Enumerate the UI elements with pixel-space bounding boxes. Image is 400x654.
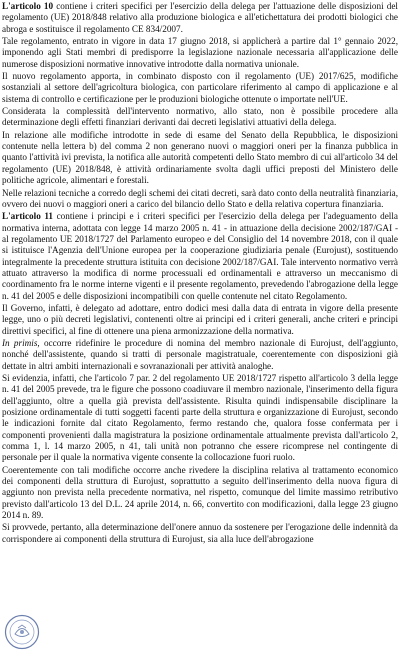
paragraph-text: , occorre ridefinire le procedure di nomina del membro nazionale di Eurojust, dell'aggiunto, nonché dell'assistente, quando si tratti di personale magistratuale, coerentemente con disposizioni già dettate in altri ambiti internazionali e sovranazionali per attività analoghe. [2,337,398,371]
article-11-heading: L'articolo 11 [2,211,54,222]
paragraph-text: contiene i criteri specifici per l'esercizio della delega per l'attuazione delle disposizioni del regolamento (UE) 2018/848 relativo alla produzione biologica e all'etichettatura dei prodotti biologici che abroga e sostituisce il regolamento CE 834/2007. [2,1,398,34]
paragraph-article-10 [2,0,398,35]
paragraph-economic-treatment [2,464,398,522]
paragraph-annual-cost [2,521,398,545]
paragraph-text: Si evidenzia, infatti, che l'articolo 7 par. 2 del regolamento UE 2018/1727 rispetto all'articolo 3 della legge n. 41 del 2005 prevede, tra le figure che possono coadiuvare il membro nazionale, l'inserimento della figura dell'aggiunto, oltre a quella già prevista dell'assistente. Risulta quindi indispensabile disciplinare la posizione ordinamentale di tutti soggetti facenti parte della struttura e organizzazione di Eurojust, secondo le indicazioni fornite dal citato Regolamento, fermo restando che, qualora fosse confermata per i componenti provenienti dalla magistratura la posizione ordinamentale attualmente prevista dall'articolo 2, comma 1, l. 14 marzo 2005, n 41, tali unità non potranno che essere ricomprese nel contingente di personale per il quale la normativa vigente consente la collocazione fuori ruolo. [2,373,398,463]
in-primis-lead: In primis [2,337,38,348]
official-seal-icon [4,614,40,650]
paragraph-complexity [2,105,398,129]
paragraph-senate-changes [2,129,398,187]
paragraph-text: Considerata la complessità dell'intervento normativo, allo stato, non è possibile procedere alla determinazione degli effetti finanziari derivanti dai decreti legislativi attuativi della delega. [2,106,398,128]
paragraph-text: Tale regolamento, entrato in vigore in data 17 giugno 2018, si applicherà a partire dal 1° gennaio 2022, imponendo agli Stati membri di predisporre la legislazione nazionale necessaria all'applicazione delle numerose disposizioni normative innovative introdotte dalla normativa unionale. [2,36,398,69]
article-10-heading: L'articolo 10 [2,1,54,11]
document-page [2,0,398,654]
paragraph-text: Il Governo, infatti, è delegato ad adottare, entro dodici mesi dalla data di entrata in vigore della presente legge, uno o più decreti legislativi, contenenti oltre ai principi ed i criteri generali, anche criteri e principi direttivi specifici, al fine di ottenere una piena armonizzazione della normativa. [2,302,398,336]
paragraph-in-primis [2,337,398,372]
paragraph-article-11 [2,210,398,302]
paragraph-text: Si provvede, pertanto, alla determinazione dell'onere annuo da sostenere per l'erogazione delle indennità da corrispondere ai componenti della struttura di Eurojust, sia alla luce dell'abrogazione [2,522,398,544]
paragraph-text: Il nuovo regolamento apporta, in combinato disposto con il regolamento (UE) 2017/625, modifiche sostanziali al settore dell'agricoltura biologica, con particolare riferimento al campo di applicazione e al sistema di controllo e certificazione per le produzioni biologiche ottenute o importate nell'UE. [2,71,398,104]
paragraph-article-7 [2,372,398,464]
paragraph-new-regulation [2,70,398,105]
paragraph-text: Nelle relazioni tecniche a corredo degli schemi dei citati decreti, sarà dato conto della neutralità finanziaria, ovvero dei nuovi o maggiori oneri a carico del bilancio dello Stato e della relativa copertura finanziaria. [2,187,398,209]
paragraph-technical-reports [2,187,398,211]
paragraph-regulation-entry [2,35,398,70]
paragraph-government-delegation [2,302,398,337]
paragraph-text: In relazione alle modifiche introdotte in sede di esame del Senato della Repubblica, le disposizioni contenute nella lettera b) del comma 2 non generano nuovi o maggiori oneri per la finanza pubblica in quanto l'attività ivi prevista, la notifica alle autorità competenti dello Stato membro di cui all'articolo 34 del regolamento (UE) 2018/848, è attività ordinariamente svolta dagli uffici preposti del Ministero delle politiche agricole, alimentari e forestali. [2,129,398,186]
paragraph-text: Coerentemente con tali modifiche occorre anche rivedere la disciplina relativa al trattamento economico dei componenti della struttura di Eurojust, soprattutto a seguito dell'inserimento della nuova figura di aggiunto non prevista nella precedente normativa, nel rispetto, comunque del limite massimo retributivo previsto dall'articolo 13 del D.L. 24 aprile 2014, n. 66, convertito con modificazioni, dalla legge 23 giugno 2014 n. 89. [2,464,398,521]
paragraph-text: contiene i principi e i criteri specifici per l'esercizio della delega per l'adeguamento della normativa interna, adottata con legge 14 marzo 2005 n. 41 - in attuazione della decisione 2002/187/GAI - al regolamento UE 2018/1727 del Parlamento europeo e del Consiglio del 14 novembre 2018, con il quale si istituisce l'Agenzia dell'Unione europea per la cooperazione giudiziaria penale (Eurojust), sostituendo integralmente la precedente struttura istituita con decisione 2002/187/GAI. Tale intervento normativo verrà attuato attraverso la modifica di norme processuali ed ordinamentali e attraverso un meccanismo di coordinamento fra le norme interne vigenti e il presente regolamento, prevedendo l'abrogazione della legge n. 41 del 2005 e delle disposizioni incompatibili con quelle contenute nel citato Regolamento. [2,211,398,301]
